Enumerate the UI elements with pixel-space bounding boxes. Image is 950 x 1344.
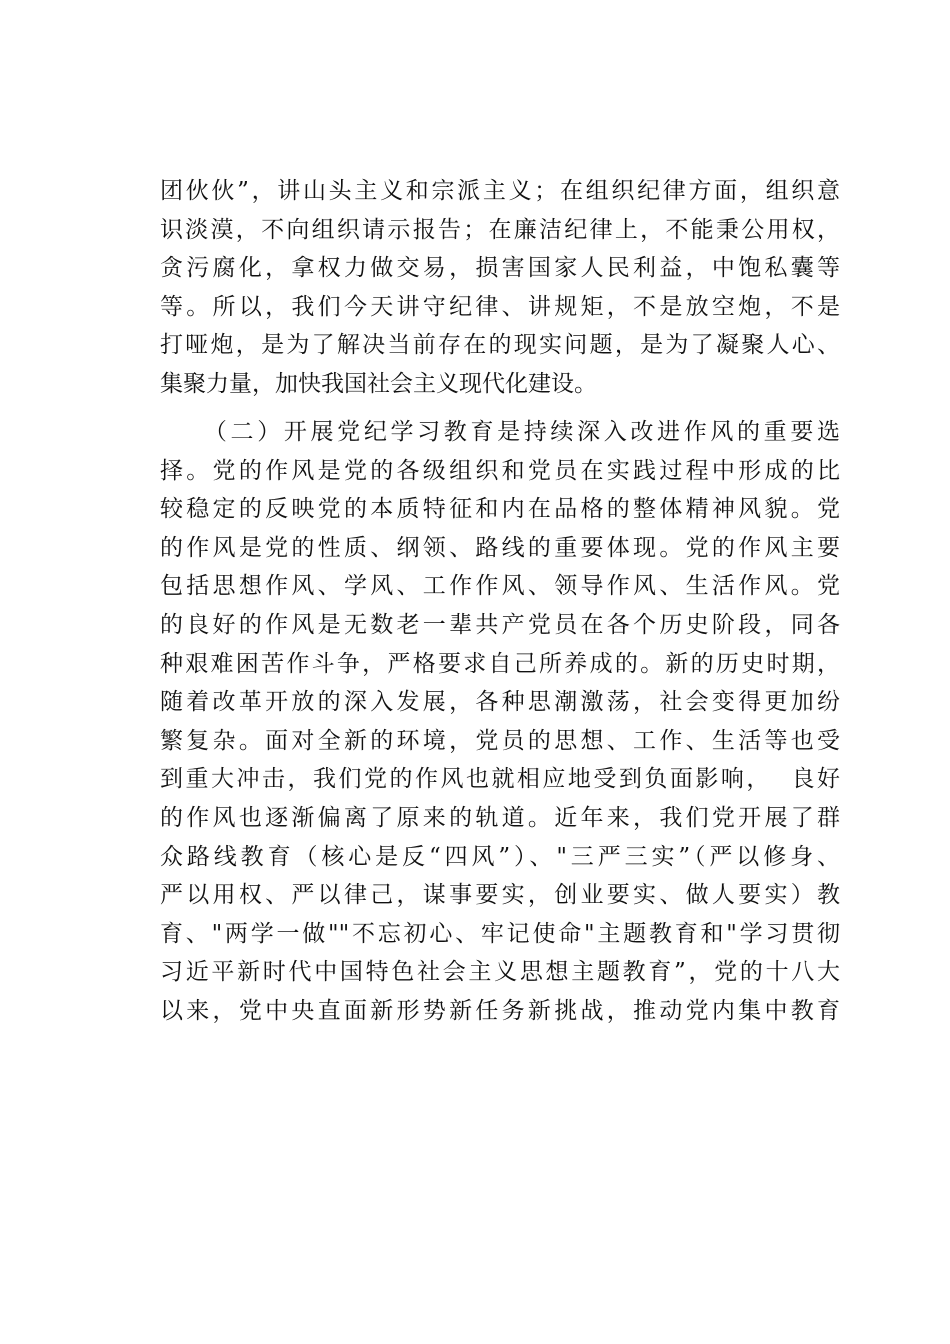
paragraph-line: 贪污腐化，拿权力做交易，损害国家人民利益，中饱私囊等 [160, 255, 840, 282]
paragraph-line: 种艰难困苦作斗争，严格要求自己所养成的。新的历史时期， [160, 650, 840, 677]
paragraph-line: 打哑炮，是为了解决当前存在的现实问题，是为了凝聚人心、 [160, 332, 840, 359]
paragraph-1 [160, 172, 840, 404]
paragraph-line: 的作风是党的性质、纲领、路线的重要体现。党的作风主要 [160, 534, 840, 561]
paragraph-line: 习近平新时代中国特色社会主义思想主题教育”，党的十八大 [160, 959, 840, 986]
paragraph-line: 等。所以，我们今天讲守纪律、讲规矩，不是放空炮，不是 [160, 293, 840, 320]
paragraph-2 [160, 413, 840, 1031]
paragraph-line: 众路线教育（核心是反“四风”）、"三严三实”（严以修身、 [160, 843, 840, 870]
paragraph-line: 择。党的作风是党的各级组织和党员在实践过程中形成的比 [160, 457, 840, 484]
paragraph-line: 集聚力量，加快我国社会主义现代化建设。 [160, 370, 597, 397]
paragraph-line: 识淡漠，不向组织请示报告；在廉洁纪律上，不能秉公用权， [160, 216, 840, 243]
paragraph-line: 随着改革开放的深入发展，各种思潮激荡，社会变得更加纷 [160, 689, 840, 716]
paragraph-line: 育、"两学一做""不忘初心、牢记使命"主题教育和"学习贯彻 [160, 920, 840, 947]
paragraph-line: 团伙伙”，讲山头主义和宗派主义；在组织纪律方面，组织意 [160, 178, 840, 204]
paragraph-line: 严以用权、严以律己，谋事要实，创业要实、做人要实）教 [160, 882, 840, 909]
paragraph-line: 包括思想作风、学风、工作作风、领导作风、生活作风。党 [160, 573, 840, 600]
paragraph-line: 较稳定的反映党的本质特征和内在品格的整体精神风貌。党 [160, 496, 840, 523]
paragraph-line: 到重大冲击，我们党的作风也就相应地受到负面影响， 良好 [160, 766, 840, 793]
paragraph-line: （二）开展党纪学习教育是持续深入改进作风的重要选 [160, 419, 840, 445]
paragraph-line: 以来，党中央直面新形势新任务新挑战，推动党内集中教育 [160, 997, 840, 1024]
paragraph-line: 的良好的作风是无数老一辈共产党员在各个历史阶段，同各 [160, 611, 840, 638]
paragraph-line: 繁复杂。面对全新的环境，党员的思想、工作、生活等也受 [160, 727, 840, 754]
paragraph-line: 的作风也逐渐偏离了原来的轨道。近年来，我们党开展了群 [160, 804, 840, 831]
